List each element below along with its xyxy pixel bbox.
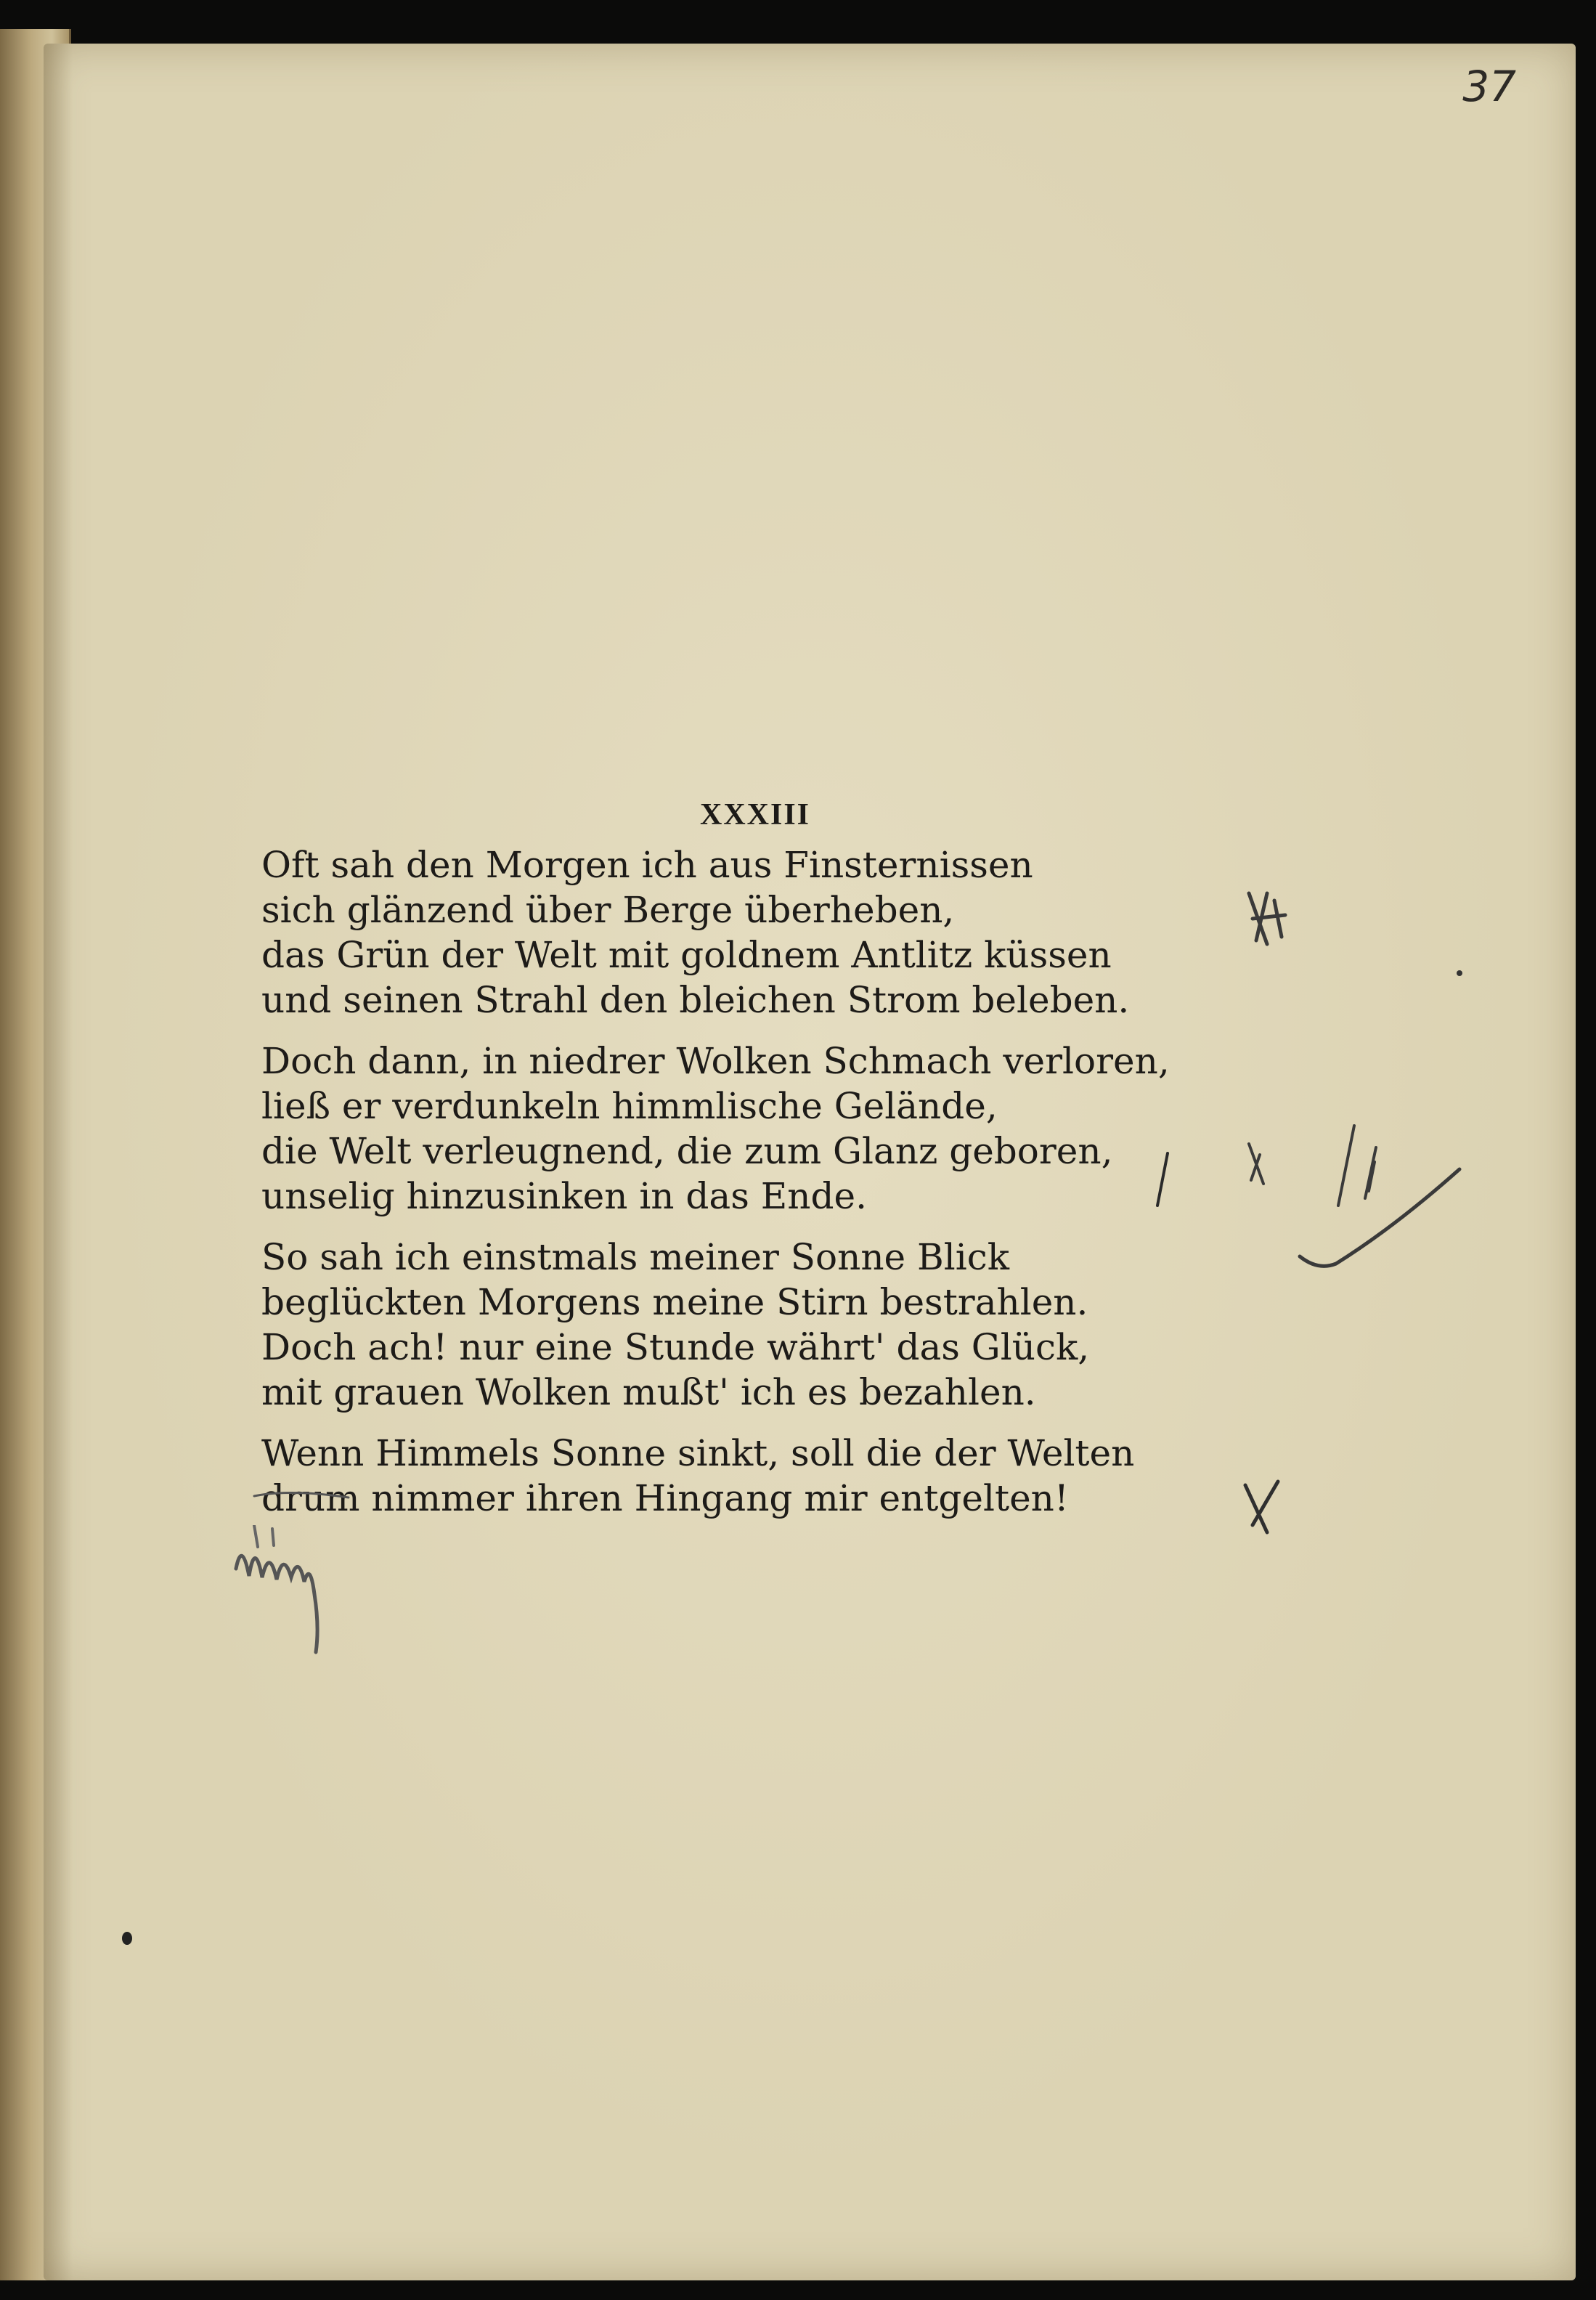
stanza (261, 1431, 1263, 1521)
poem-line: drum nimmer ihren Hingang mir entgelten! (261, 1477, 1069, 1519)
poem-line: ließ er verdunkeln himmlische Gelände, (261, 1085, 998, 1127)
poem-line: mit grauen Wolken mußt' ich es bezahlen. (261, 1371, 1036, 1413)
pencil-dot-mark-icon (1452, 966, 1467, 980)
pencil-scribble-icon (229, 1525, 359, 1663)
poem-body (261, 842, 1263, 1537)
poem-line: und seinen Strahl den bleichen Strom beleben. (261, 979, 1130, 1021)
stanza (261, 1235, 1263, 1415)
pencil-checkmark-icon (1292, 1162, 1467, 1278)
pencil-star-mark-icon (1242, 886, 1292, 951)
poem-heading: XXXIII (699, 798, 811, 832)
stanza (261, 1039, 1263, 1219)
poem-line: sich glänzend über Berge überheben, (261, 889, 955, 931)
poem-line: So sah ich einstmals meiner Sonne Blick (261, 1236, 1010, 1278)
poem-line: das Grün der Welt mit goldnem Antlitz küssen (261, 934, 1112, 976)
poem-line: Doch ach! nur eine Stunde währt' das Glück, (261, 1326, 1090, 1368)
poem-line: die Welt verleugnend, die zum Glanz geboren, (261, 1130, 1113, 1172)
poem-line: Oft sah den Morgen ich aus Finsternissen (261, 844, 1033, 886)
ink-spot (122, 1932, 132, 1945)
page-number: 37 (1462, 62, 1516, 111)
pencil-slash-mark-icon (1147, 1147, 1176, 1213)
poem-line: beglückten Morgens meine Stirn bestrahlen. (261, 1281, 1088, 1323)
pencil-cross-mark-icon (1234, 1474, 1292, 1540)
stanza (261, 842, 1263, 1023)
poem-line: unselig hinzusinken in das Ende. (261, 1175, 867, 1217)
pencil-x-mark-icon (1238, 1140, 1274, 1191)
poem-line: Doch dann, in niedrer Wolken Schmach verloren, (261, 1040, 1170, 1082)
pencil-underline-mark-icon (247, 1482, 363, 1511)
poem-line: Wenn Himmels Sonne sinkt, soll die der Welten (261, 1432, 1135, 1474)
